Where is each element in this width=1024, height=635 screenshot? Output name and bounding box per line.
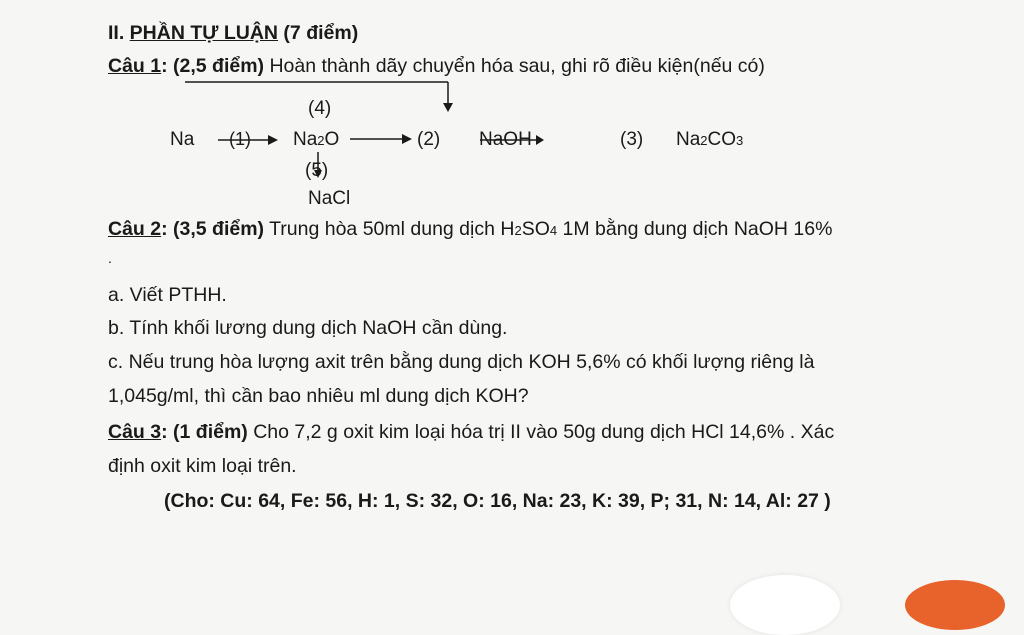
question-2-heading: Câu 2: (3,5 điểm) Trung hòa 50ml dung dịch H2SO4 1M bằng dung dịch NaOH 16% xyxy=(108,218,833,240)
step-4-label: (4) xyxy=(308,98,332,119)
question-3-line2: định oxit kim loại trên. xyxy=(108,455,297,477)
step-5-label: (5) xyxy=(305,160,329,181)
question-2-part-c-line1: c. Nếu trung hòa lượng axit trên bằng dung dịch KOH 5,6% có khối lượng riêng là xyxy=(108,351,815,373)
na2co3-label: Na2CO3 xyxy=(676,129,744,150)
section-title: II. PHẦN TỰ LUẬN (7 điểm) xyxy=(108,22,359,44)
na2o-label: Na2O xyxy=(293,129,340,150)
naoh-label: NaOH xyxy=(479,129,532,150)
nacl-label: NaCl xyxy=(308,188,351,209)
given-atomic-masses: (Cho: Cu: 64, Fe: 56, H: 1, S: 32, O: 16, Na: 23, K: 39, P; 31, N: 14, Al: 27 ) xyxy=(164,490,831,512)
question-3-label: Câu 3 xyxy=(108,421,162,443)
step-3-label: (3) xyxy=(620,129,644,150)
question-2-label: Câu 2 xyxy=(108,218,162,240)
arrow-1-head xyxy=(268,135,278,145)
na-label: Na xyxy=(170,129,195,150)
corner-white-shape xyxy=(730,575,840,635)
question-2-part-c-line2: 1,045g/ml, thì cần bao nhiêu ml dung dịch KOH? xyxy=(108,385,529,407)
question-1-label: Câu 1 xyxy=(108,55,162,77)
corner-orange-shape xyxy=(905,580,1005,630)
question-2-dot: . xyxy=(108,250,112,266)
question-3-heading: Câu 3: (1 điểm) Cho 7,2 g oxit kim loại hóa trị II vào 50g dung dịch HCl 14,6% . Xác xyxy=(108,421,835,443)
arrow-2-head xyxy=(402,134,412,144)
step-2-label: (2) xyxy=(417,129,441,150)
arrow-naoh-head xyxy=(536,135,544,145)
question-1-heading: Câu 1: (2,5 điểm) Hoàn thành dãy chuyển hóa sau, ghi rõ điều kiện(nếu có) xyxy=(108,55,765,77)
step-1-label: (1) xyxy=(229,129,251,149)
question-2-part-a: a. Viết PTHH. xyxy=(108,284,227,306)
question-2-part-b: b. Tính khối lương dung dịch NaOH cần dùng. xyxy=(108,317,508,339)
bracket-arrowhead xyxy=(443,103,453,112)
